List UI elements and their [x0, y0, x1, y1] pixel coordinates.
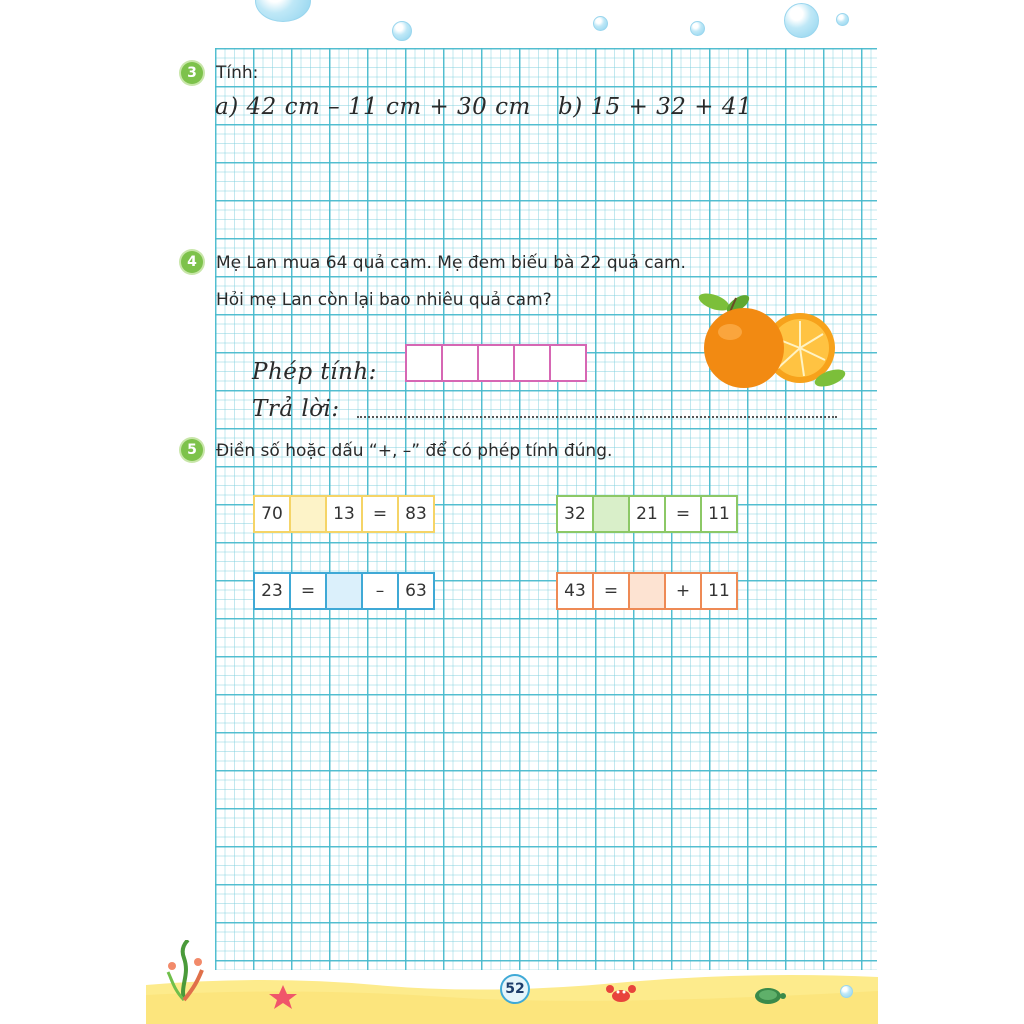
answer-dotted-line[interactable] — [357, 416, 837, 418]
equation-2 — [556, 495, 738, 533]
equation-blank-cell[interactable] — [628, 572, 666, 610]
bubble-decoration — [255, 0, 311, 22]
exercise-4-badge: 4 — [181, 251, 203, 273]
bubble-decoration — [840, 985, 853, 998]
equation-cell: 13 — [325, 495, 363, 533]
bubble-decoration — [690, 21, 705, 36]
calc-answer-box[interactable] — [477, 344, 515, 382]
exercise-3-label: Tính: — [216, 63, 259, 83]
turtle-icon — [752, 984, 786, 1006]
equation-4 — [556, 572, 738, 610]
orange-fruit-illustration — [690, 290, 850, 395]
calc-answer-box[interactable] — [513, 344, 551, 382]
exercise-5-badge: 5 — [181, 439, 203, 461]
equation-cell: + — [664, 572, 702, 610]
equation-cell: = — [361, 495, 399, 533]
equation-cell: 63 — [397, 572, 435, 610]
equation-blank-cell[interactable] — [592, 495, 630, 533]
equation-cell: 11 — [700, 495, 738, 533]
equation-blank-cell[interactable] — [325, 572, 363, 610]
answer-label: Trả lời: — [252, 396, 340, 422]
equation-cell: 83 — [397, 495, 435, 533]
equation-blank-cell[interactable] — [289, 495, 327, 533]
seaweed-icon — [160, 940, 208, 1002]
calc-answer-boxes[interactable] — [405, 344, 587, 382]
bubble-decoration — [392, 21, 412, 41]
calc-answer-box[interactable] — [441, 344, 479, 382]
equation-cell: 23 — [253, 572, 291, 610]
bubble-decoration — [593, 16, 608, 31]
equation-cell: = — [664, 495, 702, 533]
exercise-3-part-b: b) 15 + 32 + 41 — [558, 94, 753, 120]
equation-3 — [253, 572, 435, 610]
exercise-5-instruction: Điền số hoặc dấu “+, –” để có phép tính đúng. — [216, 441, 613, 461]
exercise-4-line-1: Mẹ Lan mua 64 quả cam. Mẹ đem biếu bà 22 quả cam. — [216, 253, 686, 273]
equation-1 — [253, 495, 435, 533]
exercise-4-line-2: Hỏi mẹ Lan còn lại bao nhiêu quả cam? — [216, 290, 552, 310]
equation-cell: = — [592, 572, 630, 610]
equation-cell: – — [361, 572, 399, 610]
exercise-3-badge: 3 — [181, 62, 203, 84]
page-number: 52 — [500, 974, 530, 1004]
crab-icon — [605, 982, 637, 1006]
exercise-3-part-a: a) 42 cm – 11 cm + 30 cm — [215, 94, 531, 120]
starfish-icon — [268, 984, 298, 1010]
bubble-decoration — [836, 13, 849, 26]
equation-cell: 11 — [700, 572, 738, 610]
calc-label: Phép tính: — [252, 359, 377, 385]
equation-cell: 43 — [556, 572, 594, 610]
equation-cell: 70 — [253, 495, 291, 533]
bubble-decoration — [784, 3, 819, 38]
calc-answer-box[interactable] — [405, 344, 443, 382]
equation-cell: 32 — [556, 495, 594, 533]
equation-cell: = — [289, 572, 327, 610]
calc-answer-box[interactable] — [549, 344, 587, 382]
equation-cell: 21 — [628, 495, 666, 533]
